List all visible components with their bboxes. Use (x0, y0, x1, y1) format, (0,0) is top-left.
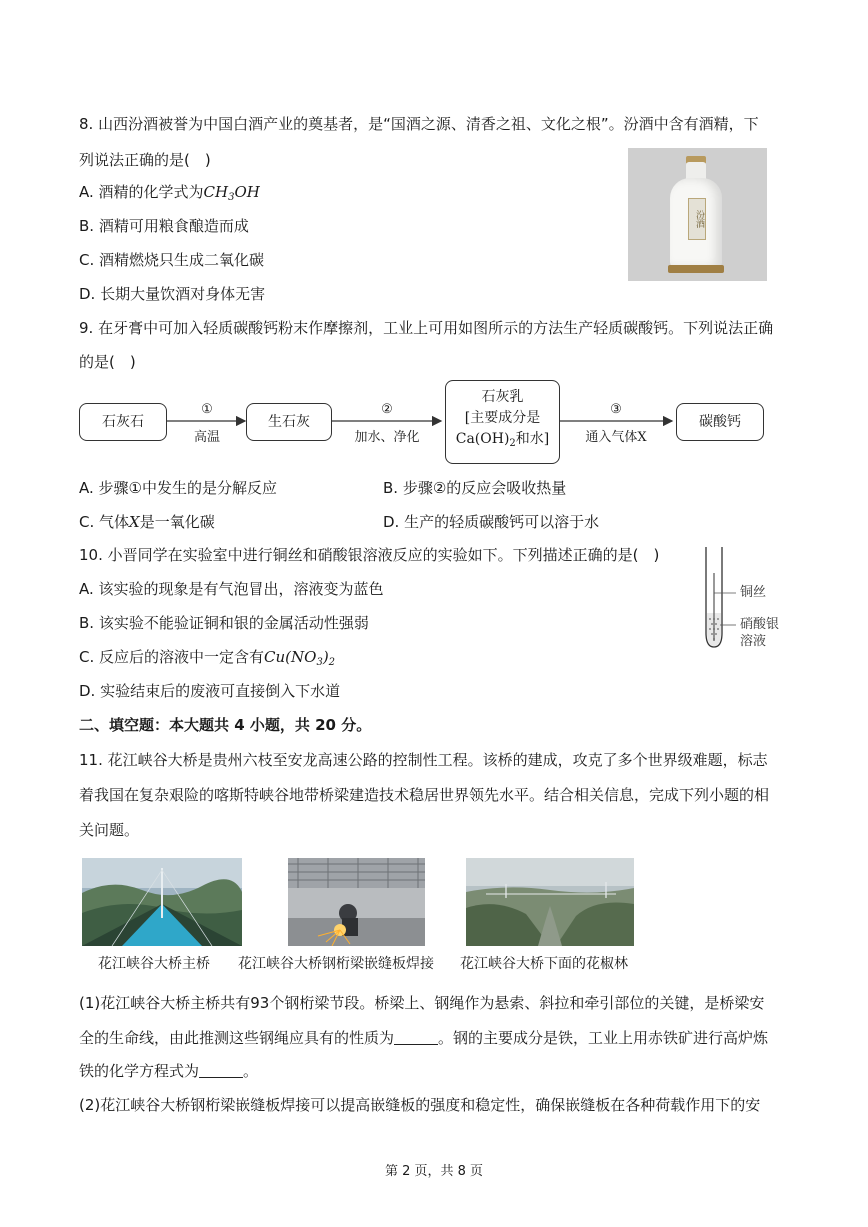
bridge-main-image (82, 858, 242, 946)
silver-nitrate-label-line1: 硝酸银 (740, 617, 780, 632)
caption-welding: 花江峡谷大桥钢桁梁嵌缝板焊接 (238, 956, 434, 972)
q10-option-a: A. 该实验的现象是有气泡冒出，溶液变为蓝色 (79, 580, 384, 598)
q8-option-a-text: A. 酒精的化学式为 (79, 183, 204, 201)
answer-blank-1[interactable] (394, 1030, 438, 1045)
q9-stem-line2: 的是( ) (79, 353, 136, 371)
q9-option-b: B. 步骤②的反应会吸收热量 (383, 479, 567, 497)
q10-option-d: D. 实验结束后的废液可直接倒入下水道 (79, 682, 341, 700)
q8-option-b: B. 酒精可用粮食酿造而成 (79, 217, 249, 235)
step1-label: 高温 (193, 430, 220, 445)
test-tube-icon (700, 545, 740, 655)
step3-number: ③ (610, 402, 622, 417)
q11-sub2-line1: (2)花江峡谷大桥钢桁梁嵌缝板焊接可以提高嵌缝板的强度和稳定性，确保嵌缝板在各种荷载作用下的安 (79, 1096, 761, 1114)
q8-option-d: D. 长期大量饮酒对身体无害 (79, 285, 266, 303)
section2-title: 二、填空题：本大题共 4 小题，共 20 分。 (79, 716, 372, 734)
page-footer: 第 2 页，共 8 页 (384, 1164, 484, 1179)
lime-milk-note1: [主要成分是 (464, 410, 541, 426)
answer-blank-2[interactable] (199, 1063, 243, 1078)
test-tube-figure (700, 545, 800, 655)
q11-sub1-line3: 铁的化学方程式为 。 (79, 1062, 259, 1080)
flow-box-quicklime: 生石灰 (246, 403, 332, 441)
q10-stem: 10. 小晋同学在实验室中进行铜丝和硝酸银溶液反应的实验如下。下列描述正确的是( ) (79, 546, 660, 564)
lime-milk-title: 石灰乳 (481, 389, 524, 405)
bridge-welding-image (288, 858, 425, 946)
q11-sub1-line1: (1)花江峡谷大桥主桥共有93个钢桁梁节段。桥梁上、钢绳作为悬索、斜拉和牵引部位的关键，是桥梁安 (79, 994, 765, 1012)
bottle-base (668, 265, 724, 273)
q9-option-d: D. 生产的轻质碳酸钙可以溶于水 (383, 513, 600, 531)
bottle-label: 汾酒 (688, 198, 706, 240)
q11-stem-line1: 11. 花江峡谷大桥是贵州六枝至安龙高速公路的控制性工程。该桥的建成，攻克了多个世界级难题，标志 (79, 751, 768, 769)
flow-box-limestone: 石灰石 (79, 403, 167, 441)
lime-milk-note2: $Ca(OH)_2$和水] (455, 431, 550, 449)
q8-stem-line2: 列说法正确的是( ) (79, 151, 211, 169)
caption-pepper-forest: 花江峡谷大桥下面的花椒林 (460, 956, 628, 972)
q9-option-a: A. 步骤①中发生的是分解反应 (79, 479, 277, 497)
bridge-gorge-photo (466, 858, 634, 946)
q11-stem-line2: 着我国在复杂艰险的喀斯特峡谷地带桥梁建造技术稳居世界领先水平。结合相关信息，完成下列小题的相 (79, 786, 770, 804)
q9-option-c: C. 气体X是一氧化碳 (79, 513, 215, 531)
q8-option-a (79, 182, 260, 208)
copper-wire-label: 铜丝 (740, 585, 767, 600)
q8-option-c: C. 酒精燃烧只生成二氧化碳 (79, 251, 265, 269)
caption-main-bridge: 花江峡谷大桥主桥 (98, 956, 210, 972)
step1-number: ① (201, 402, 213, 417)
silver-nitrate-label-line2: 溶液 (740, 634, 767, 649)
flow-box-calcium-carbonate: 碳酸钙 (676, 403, 764, 441)
step3-label: 通入气体X (585, 430, 647, 445)
q11-stem-line3: 关问题。 (79, 821, 140, 839)
step2-number: ② (381, 402, 393, 417)
q9-stem-line1: 9. 在牙膏中可加入轻质碳酸钙粉末作摩擦剂，工业上可用如图所示的方法生产轻质碳酸钙。下列说法正确 (79, 319, 774, 337)
ethanol-formula: $CH_3OH$ (203, 183, 260, 203)
calcium-carbonate-flow-diagram (79, 380, 769, 464)
flow-box-lime-milk (445, 380, 560, 464)
bridge-main-photo (82, 858, 242, 946)
bridge-welding-photo (288, 858, 425, 946)
q11-sub1-line2: 全的生命线，由此推测这些钢绳应具有的性质为 。钢的主要成分是铁，工业上用赤铁矿进行高炉炼 (79, 1029, 769, 1047)
step2-label: 加水、净化 (354, 430, 420, 445)
q10-option-b: B. 该实验不能验证铜和银的金属活动性强弱 (79, 614, 369, 632)
q8-stem-line1: 8. 山西汾酒被誉为中国白酒产业的奠基者，是“国酒之源、清香之祖、文化之根”。汾酒中含有酒精，下 (79, 115, 759, 133)
fenjiu-bottle-photo (628, 148, 767, 281)
q10-option-c: C. 反应后的溶液中一定含有$Cu(NO_3)_2$ (79, 648, 336, 668)
flow-arrows (79, 380, 769, 464)
bridge-gorge-image (466, 858, 634, 946)
